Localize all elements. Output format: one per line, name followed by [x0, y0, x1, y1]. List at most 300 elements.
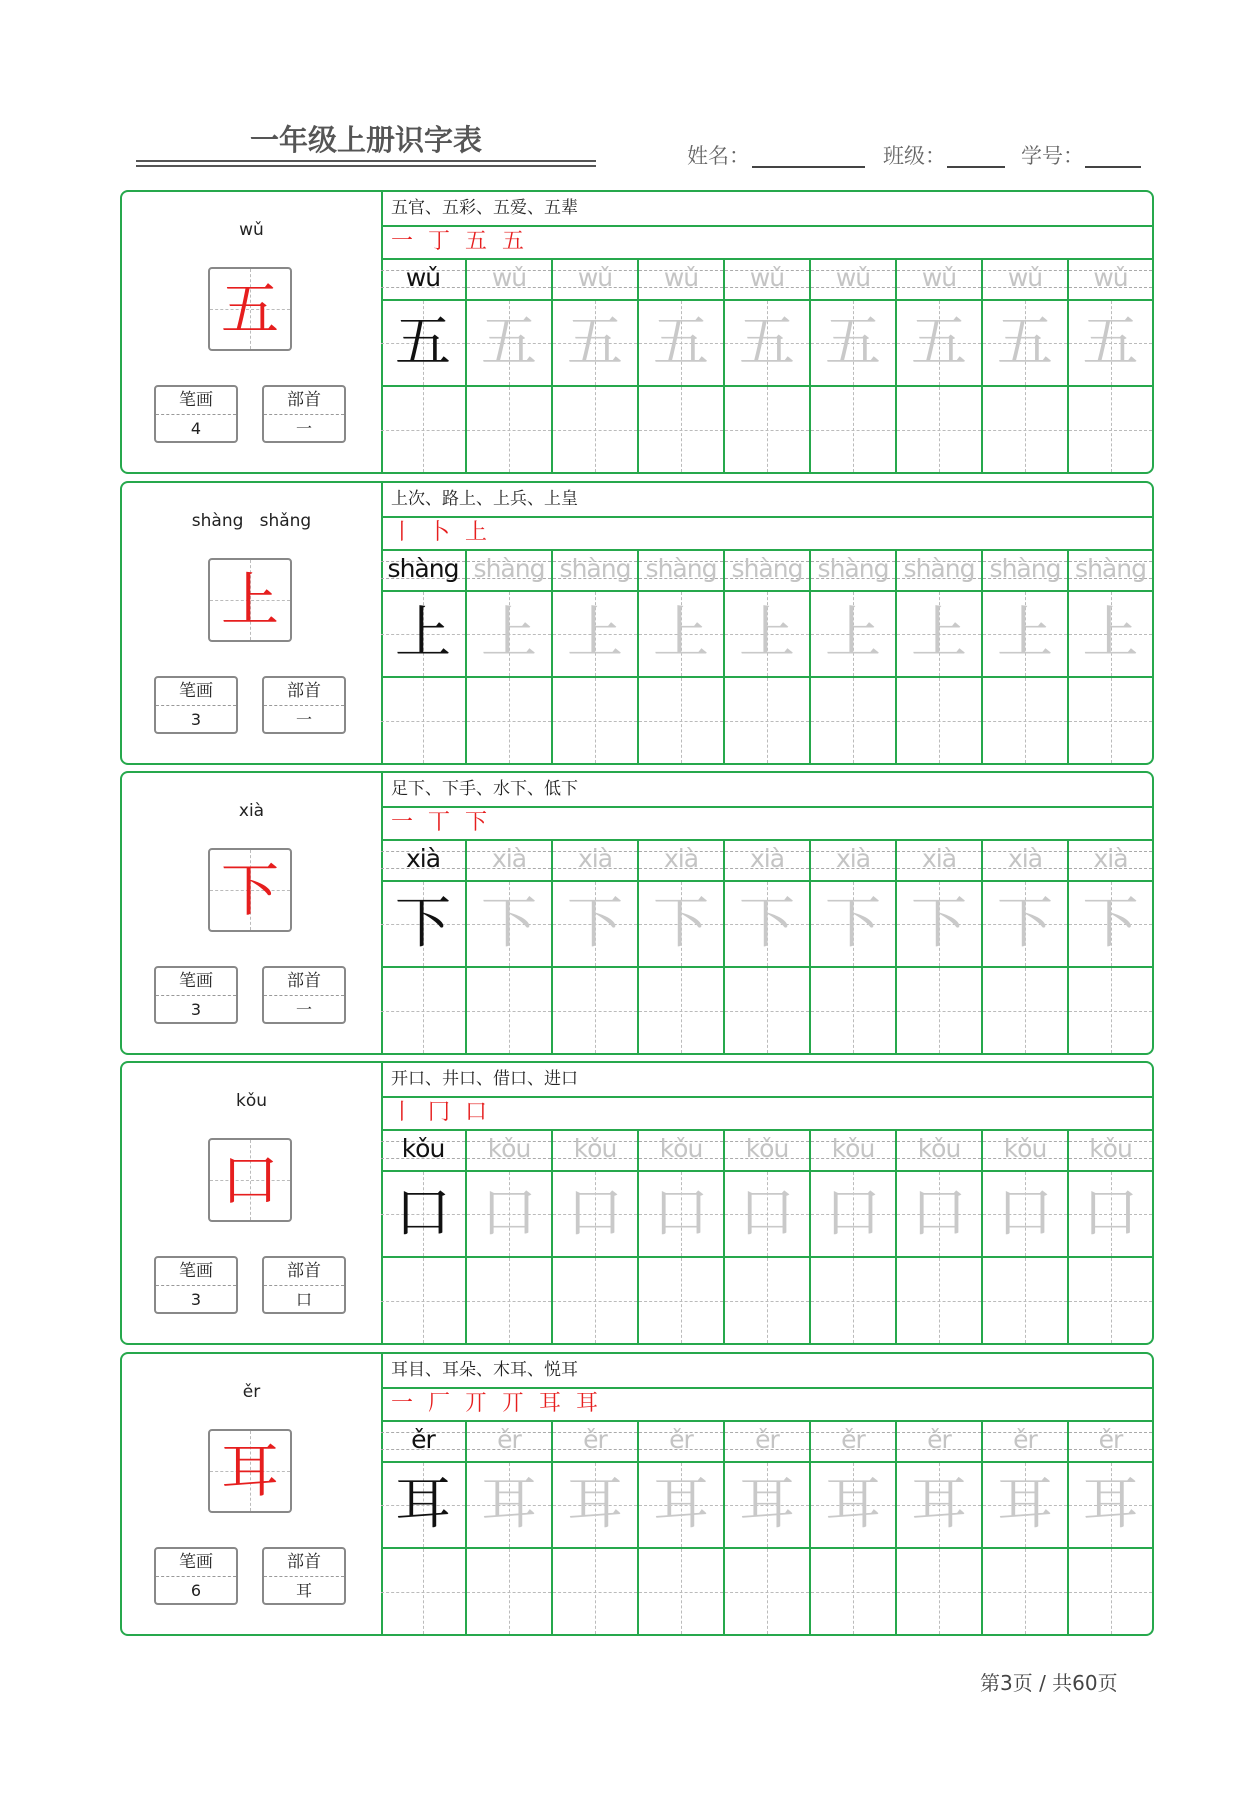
pinyin-trace: wǔ	[663, 263, 699, 292]
radical-value: 耳	[295, 1581, 312, 1600]
character-cell	[983, 301, 1067, 387]
character-cell	[553, 882, 637, 968]
character-large: 五	[220, 275, 279, 343]
character-cell	[639, 1463, 723, 1549]
writing-cell[interactable]	[725, 1549, 809, 1634]
writing-cell[interactable]	[983, 1549, 1067, 1634]
writing-cell[interactable]	[381, 1549, 465, 1634]
writing-cell[interactable]	[897, 678, 981, 763]
writing-cell[interactable]	[639, 678, 723, 763]
stroke-count-value: 4	[190, 419, 202, 438]
pinyin-cell	[553, 1422, 637, 1463]
radical-label: 部首	[264, 968, 344, 996]
stroke-count-box	[154, 966, 238, 1024]
character-trace: 口	[481, 1181, 537, 1246]
pinyin-trace: shàng	[731, 554, 803, 583]
practice-column	[553, 841, 639, 1053]
writing-cell[interactable]	[467, 1549, 551, 1634]
pinyin-trace: shàng	[473, 554, 545, 583]
practice-panel	[381, 1063, 1152, 1343]
stroke-order: 一 丁 五 五	[381, 225, 1152, 260]
practice-column	[553, 1131, 639, 1343]
practice-column	[725, 1131, 811, 1343]
writing-cell[interactable]	[725, 968, 809, 1053]
pinyin-trace: xià	[577, 844, 613, 873]
character-cell	[467, 1463, 551, 1549]
radical-box	[262, 676, 346, 734]
practice-column	[467, 260, 553, 472]
practice-column	[639, 1131, 725, 1343]
example-words: 五官、五彩、五爱、五辈	[381, 192, 1152, 227]
pinyin-cell	[897, 551, 981, 592]
pinyin-trace: ěr	[583, 1425, 607, 1454]
character-trace: 五	[997, 310, 1053, 375]
name-label: 姓名：	[687, 144, 750, 168]
writing-cell[interactable]	[1069, 1549, 1152, 1634]
character-trace: 耳	[653, 1472, 709, 1537]
pinyin-trace: kǒu	[573, 1134, 617, 1163]
writing-cell[interactable]	[553, 678, 637, 763]
character-cell	[381, 1463, 465, 1549]
character-cell	[811, 1172, 895, 1258]
character-info-panel	[122, 1063, 383, 1343]
pinyin-trace: xià	[663, 844, 699, 873]
practice-column	[639, 260, 725, 472]
character-trace: 五	[1082, 310, 1139, 375]
character-trace: 上	[911, 601, 967, 666]
pinyin-cell	[553, 551, 637, 592]
writing-cell[interactable]	[639, 1258, 723, 1343]
pinyin-trace: xià	[1007, 844, 1043, 873]
character-cell	[897, 1463, 981, 1549]
radical-box	[262, 1256, 346, 1314]
pinyin-cell	[1069, 1422, 1152, 1463]
character-model: 口	[395, 1181, 451, 1246]
pinyin-cell	[811, 260, 895, 301]
character-model: 下	[395, 891, 451, 956]
pinyin-trace: kǒu	[917, 1134, 961, 1163]
stroke-count-label: 笔画	[156, 1549, 236, 1577]
character-cell	[725, 1172, 809, 1258]
practice-grid	[381, 551, 1152, 763]
student-id-field[interactable]	[1085, 166, 1141, 168]
character-cell	[553, 1172, 637, 1258]
writing-cell[interactable]	[381, 387, 465, 472]
character-cell	[639, 301, 723, 387]
character-trace: 下	[1082, 891, 1139, 956]
writing-cell[interactable]	[467, 678, 551, 763]
practice-grid	[381, 260, 1152, 472]
character-card	[120, 1352, 1154, 1636]
character-card	[120, 771, 1154, 1055]
stroke-count-box	[154, 1547, 238, 1605]
practice-column	[1069, 551, 1152, 763]
pinyin-cell	[983, 1422, 1067, 1463]
stroke-count-box	[154, 676, 238, 734]
practice-column	[811, 841, 897, 1053]
character-cell	[897, 882, 981, 968]
pinyin-cell	[1069, 260, 1152, 301]
writing-cell[interactable]	[897, 1549, 981, 1634]
character-pinyin: kǒu	[235, 1091, 268, 1111]
pinyin-cell	[467, 260, 551, 301]
pinyin-trace: ěr	[669, 1425, 693, 1454]
stroke-order: 一 厂 丌 丌 耳 耳	[381, 1387, 1152, 1422]
pinyin-model: shàng	[387, 554, 459, 583]
character-cell	[811, 882, 895, 968]
pinyin-cell	[467, 1422, 551, 1463]
stroke-count-label: 笔画	[156, 1258, 236, 1286]
stroke-count-value: 3	[190, 1000, 202, 1019]
class-field[interactable]	[947, 166, 1005, 168]
stroke-count-label: 笔画	[156, 678, 236, 706]
practice-column	[983, 260, 1069, 472]
character-model: 五	[395, 310, 451, 375]
character-cell	[381, 1172, 465, 1258]
character-cell	[897, 1172, 981, 1258]
writing-cell[interactable]	[553, 387, 637, 472]
writing-cell[interactable]	[553, 1258, 637, 1343]
practice-column	[725, 1422, 811, 1634]
character-trace: 下	[997, 891, 1053, 956]
practice-column	[1069, 260, 1152, 472]
writing-cell[interactable]	[553, 968, 637, 1053]
practice-column	[381, 841, 467, 1053]
character-trace: 上	[481, 601, 537, 666]
pinyin-trace: wǔ	[1007, 263, 1043, 292]
pinyin-cell	[381, 1131, 465, 1172]
writing-cell[interactable]	[553, 1549, 637, 1634]
example-words: 开口、井口、借口、进口	[381, 1063, 1152, 1098]
character-trace: 下	[567, 891, 623, 956]
pinyin-trace: shàng	[645, 554, 717, 583]
pinyin-cell	[381, 260, 465, 301]
writing-cell[interactable]	[811, 968, 895, 1053]
writing-cell[interactable]	[639, 387, 723, 472]
practice-column	[639, 551, 725, 763]
character-pinyin: wǔ	[239, 220, 264, 240]
pinyin-trace: kǒu	[487, 1134, 531, 1163]
pinyin-cell	[467, 841, 551, 882]
character-trace: 五	[739, 310, 795, 375]
practice-column	[811, 1131, 897, 1343]
character-card	[120, 481, 1154, 765]
writing-cell[interactable]	[639, 968, 723, 1053]
pinyin-trace: wǔ	[577, 263, 613, 292]
pinyin-cell	[725, 841, 809, 882]
character-cell	[467, 301, 551, 387]
pinyin-cell	[725, 260, 809, 301]
pinyin-trace: kǒu	[1003, 1134, 1047, 1163]
character-large: 上	[220, 566, 279, 634]
pinyin-cell	[811, 841, 895, 882]
writing-cell[interactable]	[467, 1258, 551, 1343]
writing-cell[interactable]	[897, 1258, 981, 1343]
pinyin-cell	[639, 1422, 723, 1463]
practice-column	[811, 551, 897, 763]
pinyin-cell	[897, 260, 981, 301]
pinyin-cell	[467, 551, 551, 592]
pinyin-trace: kǒu	[659, 1134, 703, 1163]
writing-cell[interactable]	[1069, 678, 1152, 763]
pinyin-trace: shàng	[559, 554, 631, 583]
practice-column	[639, 841, 725, 1053]
pinyin-trace: ěr	[1098, 1425, 1123, 1454]
pinyin-trace: shàng	[817, 554, 889, 583]
character-cell	[467, 592, 551, 678]
stroke-count-label: 笔画	[156, 387, 236, 415]
pinyin-trace: kǒu	[831, 1134, 875, 1163]
writing-cell[interactable]	[1069, 968, 1152, 1053]
student-id-label: 学号：	[1021, 144, 1084, 168]
character-trace: 口	[911, 1181, 967, 1246]
writing-cell[interactable]	[1069, 1258, 1152, 1343]
pinyin-trace: wǔ	[491, 263, 527, 292]
character-trace: 五	[911, 310, 967, 375]
character-trace: 下	[825, 891, 881, 956]
character-cell	[811, 301, 895, 387]
radical-label: 部首	[264, 1258, 344, 1286]
character-trace: 口	[653, 1181, 709, 1246]
character-cell	[381, 592, 465, 678]
pinyin-trace: wǔ	[749, 263, 785, 292]
practice-panel	[381, 1354, 1152, 1634]
practice-column	[553, 260, 639, 472]
example-words: 足下、下手、水下、低下	[381, 773, 1152, 808]
pinyin-model: wǔ	[405, 263, 441, 292]
radical-value: 一	[295, 710, 312, 729]
pinyin-cell	[811, 1131, 895, 1172]
radical-box	[262, 385, 346, 443]
practice-column	[983, 841, 1069, 1053]
pinyin-cell	[983, 841, 1067, 882]
character-cell	[639, 882, 723, 968]
writing-cell[interactable]	[897, 968, 981, 1053]
pinyin-trace: ěr	[497, 1425, 521, 1454]
pinyin-cell	[381, 1422, 465, 1463]
character-cell	[983, 1463, 1067, 1549]
writing-cell[interactable]	[811, 678, 895, 763]
character-model: 耳	[395, 1472, 451, 1537]
stroke-order: 一 丅 下	[381, 806, 1152, 841]
practice-column	[467, 1422, 553, 1634]
pinyin-cell	[811, 551, 895, 592]
pinyin-trace: shàng	[989, 554, 1061, 583]
writing-cell[interactable]	[983, 968, 1067, 1053]
name-field[interactable]	[752, 166, 865, 168]
pinyin-trace: xià	[1093, 844, 1128, 873]
practice-column	[811, 260, 897, 472]
practice-column	[725, 551, 811, 763]
character-trace: 上	[825, 601, 881, 666]
stroke-count-value: 3	[190, 1290, 202, 1309]
pinyin-trace: shàng	[903, 554, 975, 583]
radical-label: 部首	[264, 387, 344, 415]
pinyin-cell	[381, 841, 465, 882]
writing-cell[interactable]	[811, 387, 895, 472]
writing-cell[interactable]	[811, 1549, 895, 1634]
practice-column	[467, 841, 553, 1053]
pinyin-trace: ěr	[1013, 1425, 1037, 1454]
writing-cell[interactable]	[725, 678, 809, 763]
radical-label: 部首	[264, 678, 344, 706]
character-cell	[983, 592, 1067, 678]
character-pinyin: ěr	[242, 1382, 261, 1402]
character-cell	[725, 882, 809, 968]
pinyin-cell	[639, 1131, 723, 1172]
pinyin-trace: ěr	[755, 1425, 779, 1454]
character-cell	[1069, 1172, 1152, 1258]
character-trace: 上	[739, 601, 795, 666]
character-cell	[639, 1172, 723, 1258]
character-trace: 五	[481, 310, 537, 375]
character-trace: 耳	[1082, 1472, 1139, 1537]
pinyin-model: kǒu	[401, 1134, 445, 1163]
writing-cell[interactable]	[725, 1258, 809, 1343]
writing-cell[interactable]	[1069, 387, 1152, 472]
practice-column	[1069, 1131, 1152, 1343]
character-trace: 耳	[481, 1472, 537, 1537]
character-trace: 上	[653, 601, 709, 666]
practice-grid	[381, 1131, 1152, 1343]
pinyin-cell	[381, 551, 465, 592]
practice-column	[1069, 841, 1152, 1053]
character-pinyin: xià	[238, 801, 265, 821]
pinyin-trace: ěr	[927, 1425, 951, 1454]
character-cell	[811, 592, 895, 678]
character-trace: 五	[653, 310, 709, 375]
stroke-count-label: 笔画	[156, 968, 236, 996]
character-card	[120, 1061, 1154, 1345]
character-box	[208, 1138, 292, 1222]
pinyin-cell	[897, 1131, 981, 1172]
character-trace: 口	[825, 1181, 881, 1246]
writing-cell[interactable]	[725, 387, 809, 472]
practice-grid	[381, 841, 1152, 1053]
practice-column	[381, 1131, 467, 1343]
writing-cell[interactable]	[897, 387, 981, 472]
practice-column	[467, 1131, 553, 1343]
character-box	[208, 558, 292, 642]
character-info-panel	[122, 1354, 383, 1634]
practice-panel	[381, 773, 1152, 1053]
practice-column	[983, 551, 1069, 763]
practice-column	[897, 260, 983, 472]
writing-cell[interactable]	[983, 387, 1067, 472]
stroke-count-box	[154, 1256, 238, 1314]
character-trace: 上	[1082, 601, 1139, 666]
pinyin-cell	[553, 841, 637, 882]
practice-grid	[381, 1422, 1152, 1634]
character-cell	[897, 592, 981, 678]
character-trace: 下	[653, 891, 709, 956]
example-words: 耳目、耳朵、木耳、悦耳	[381, 1354, 1152, 1389]
practice-column	[381, 1422, 467, 1634]
writing-cell[interactable]	[983, 678, 1067, 763]
pinyin-trace: kǒu	[745, 1134, 789, 1163]
page-number: 第3页 / 共60页	[980, 1671, 1118, 1695]
radical-label: 部首	[264, 1549, 344, 1577]
writing-cell[interactable]	[381, 678, 465, 763]
writing-cell[interactable]	[467, 968, 551, 1053]
practice-column	[811, 1422, 897, 1634]
character-trace: 下	[739, 891, 795, 956]
pinyin-trace: wǔ	[921, 263, 957, 292]
practice-column	[725, 260, 811, 472]
character-trace: 耳	[825, 1472, 881, 1537]
pinyin-trace: xià	[749, 844, 785, 873]
pinyin-cell	[467, 1131, 551, 1172]
character-model: 上	[395, 601, 451, 666]
practice-panel	[381, 483, 1152, 763]
writing-cell[interactable]	[639, 1549, 723, 1634]
pinyin-cell	[639, 551, 723, 592]
character-large: 耳	[220, 1437, 279, 1505]
radical-value: 口	[295, 1290, 312, 1309]
character-trace: 下	[911, 891, 967, 956]
example-words: 上次、路上、上兵、上皇	[381, 483, 1152, 518]
practice-column	[897, 551, 983, 763]
pinyin-cell	[1069, 1131, 1152, 1172]
pinyin-cell	[639, 841, 723, 882]
character-cell	[811, 1463, 895, 1549]
practice-column	[1069, 1422, 1152, 1634]
character-trace: 耳	[997, 1472, 1053, 1537]
writing-cell[interactable]	[811, 1258, 895, 1343]
character-box	[208, 848, 292, 932]
pinyin-trace: xià	[921, 844, 957, 873]
pinyin-trace: xià	[491, 844, 527, 873]
character-cell	[725, 1463, 809, 1549]
pinyin-trace: ěr	[841, 1425, 865, 1454]
pinyin-cell	[983, 260, 1067, 301]
pinyin-cell	[553, 260, 637, 301]
character-cell	[897, 301, 981, 387]
practice-column	[467, 551, 553, 763]
pinyin-cell	[811, 1422, 895, 1463]
character-card	[120, 190, 1154, 474]
pinyin-cell	[725, 551, 809, 592]
writing-cell[interactable]	[381, 968, 465, 1053]
pinyin-trace: wǔ	[835, 263, 871, 292]
character-cell	[1069, 1463, 1152, 1549]
character-pinyin: shàng shǎng	[191, 511, 312, 531]
pinyin-trace: wǔ	[1093, 263, 1128, 292]
stroke-count-box	[154, 385, 238, 443]
character-cell	[639, 592, 723, 678]
character-info-panel	[122, 773, 383, 1053]
pinyin-cell	[1069, 551, 1152, 592]
writing-cell[interactable]	[983, 1258, 1067, 1343]
character-box	[208, 1429, 292, 1513]
stroke-count-value: 6	[190, 1581, 202, 1600]
practice-column	[897, 841, 983, 1053]
character-cell	[1069, 882, 1152, 968]
pinyin-trace: xià	[835, 844, 871, 873]
character-trace: 耳	[567, 1472, 623, 1537]
writing-cell[interactable]	[467, 387, 551, 472]
character-trace: 耳	[739, 1472, 795, 1537]
pinyin-cell	[639, 260, 723, 301]
character-info-panel	[122, 192, 383, 472]
practice-panel	[381, 192, 1152, 472]
practice-column	[725, 841, 811, 1053]
writing-cell[interactable]	[381, 1258, 465, 1343]
practice-column	[897, 1131, 983, 1343]
practice-column	[897, 1422, 983, 1634]
character-trace: 口	[739, 1181, 795, 1246]
radical-box	[262, 1547, 346, 1605]
